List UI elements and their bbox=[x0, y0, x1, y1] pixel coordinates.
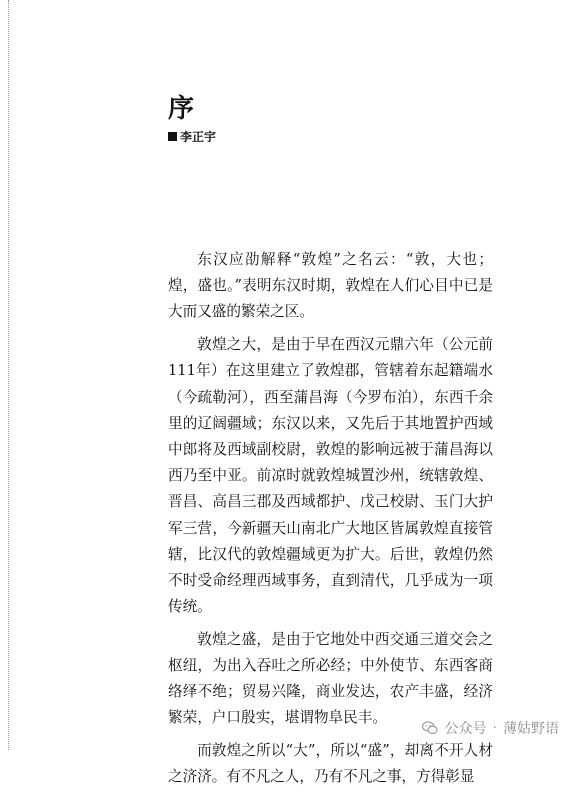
paragraph: 而敦煌之所以“大”，所以“盛”，却离不开人材之济济。有不凡之人，乃有不凡之事，方得彰显 bbox=[168, 742, 493, 786]
watermark bbox=[415, 716, 565, 740]
paragraph: 东汉应劭解释“敦煌”之名云：“敦，大也；煌，盛也。”表明东汉时期，敦煌在人们心目中已是大而又盛的繁荣之区。 bbox=[168, 251, 493, 321]
paragraph: 敦煌之盛，是由于它地处中西交通三道交会之枢纽，为出入吞吐之所必经；中外使节、东西客商络绎不绝；贸易兴隆，商业发达，农产丰盛，经济繁荣，户口殷实，堪谓物阜民丰。 bbox=[168, 630, 493, 727]
author-line bbox=[168, 128, 216, 145]
square-bullet-icon bbox=[168, 132, 177, 141]
watermark-name: 薄姑野语 bbox=[503, 721, 559, 737]
author-name: 李正宇 bbox=[180, 130, 217, 144]
paragraph: 敦煌之大，是由于早在西汉元鼎六年（公元前111年）在这里建立了敦煌郡，管辖着东起籍端水（今疏勒河），西至蒲昌海（今罗布泊），东西千余里的辽阔疆域；东汉以来，又先后于其地置护西域中郎将及西域副校尉，敦煌的影响远被于蒲昌海以西乃至中亚。前凉时就敦煌城置沙州，统辖敦煌、晋昌、高昌三郡及西域都护、戊己校尉、玉门大护军三营，今新疆天山南北广大地区皆属敦煌直接管辖，比汉代的敦煌疆域更为扩大。后世，敦煌仍然不时受命经理西域事务，直到清代，几乎成为一项传统。 bbox=[168, 336, 493, 616]
page-title: 序 bbox=[168, 94, 197, 124]
page-edge-line bbox=[8, 0, 9, 750]
watermark-separator: · bbox=[492, 720, 497, 736]
wechat-icon bbox=[421, 719, 439, 737]
body-text bbox=[168, 247, 493, 797]
watermark-prefix: 公众号 bbox=[444, 721, 487, 737]
